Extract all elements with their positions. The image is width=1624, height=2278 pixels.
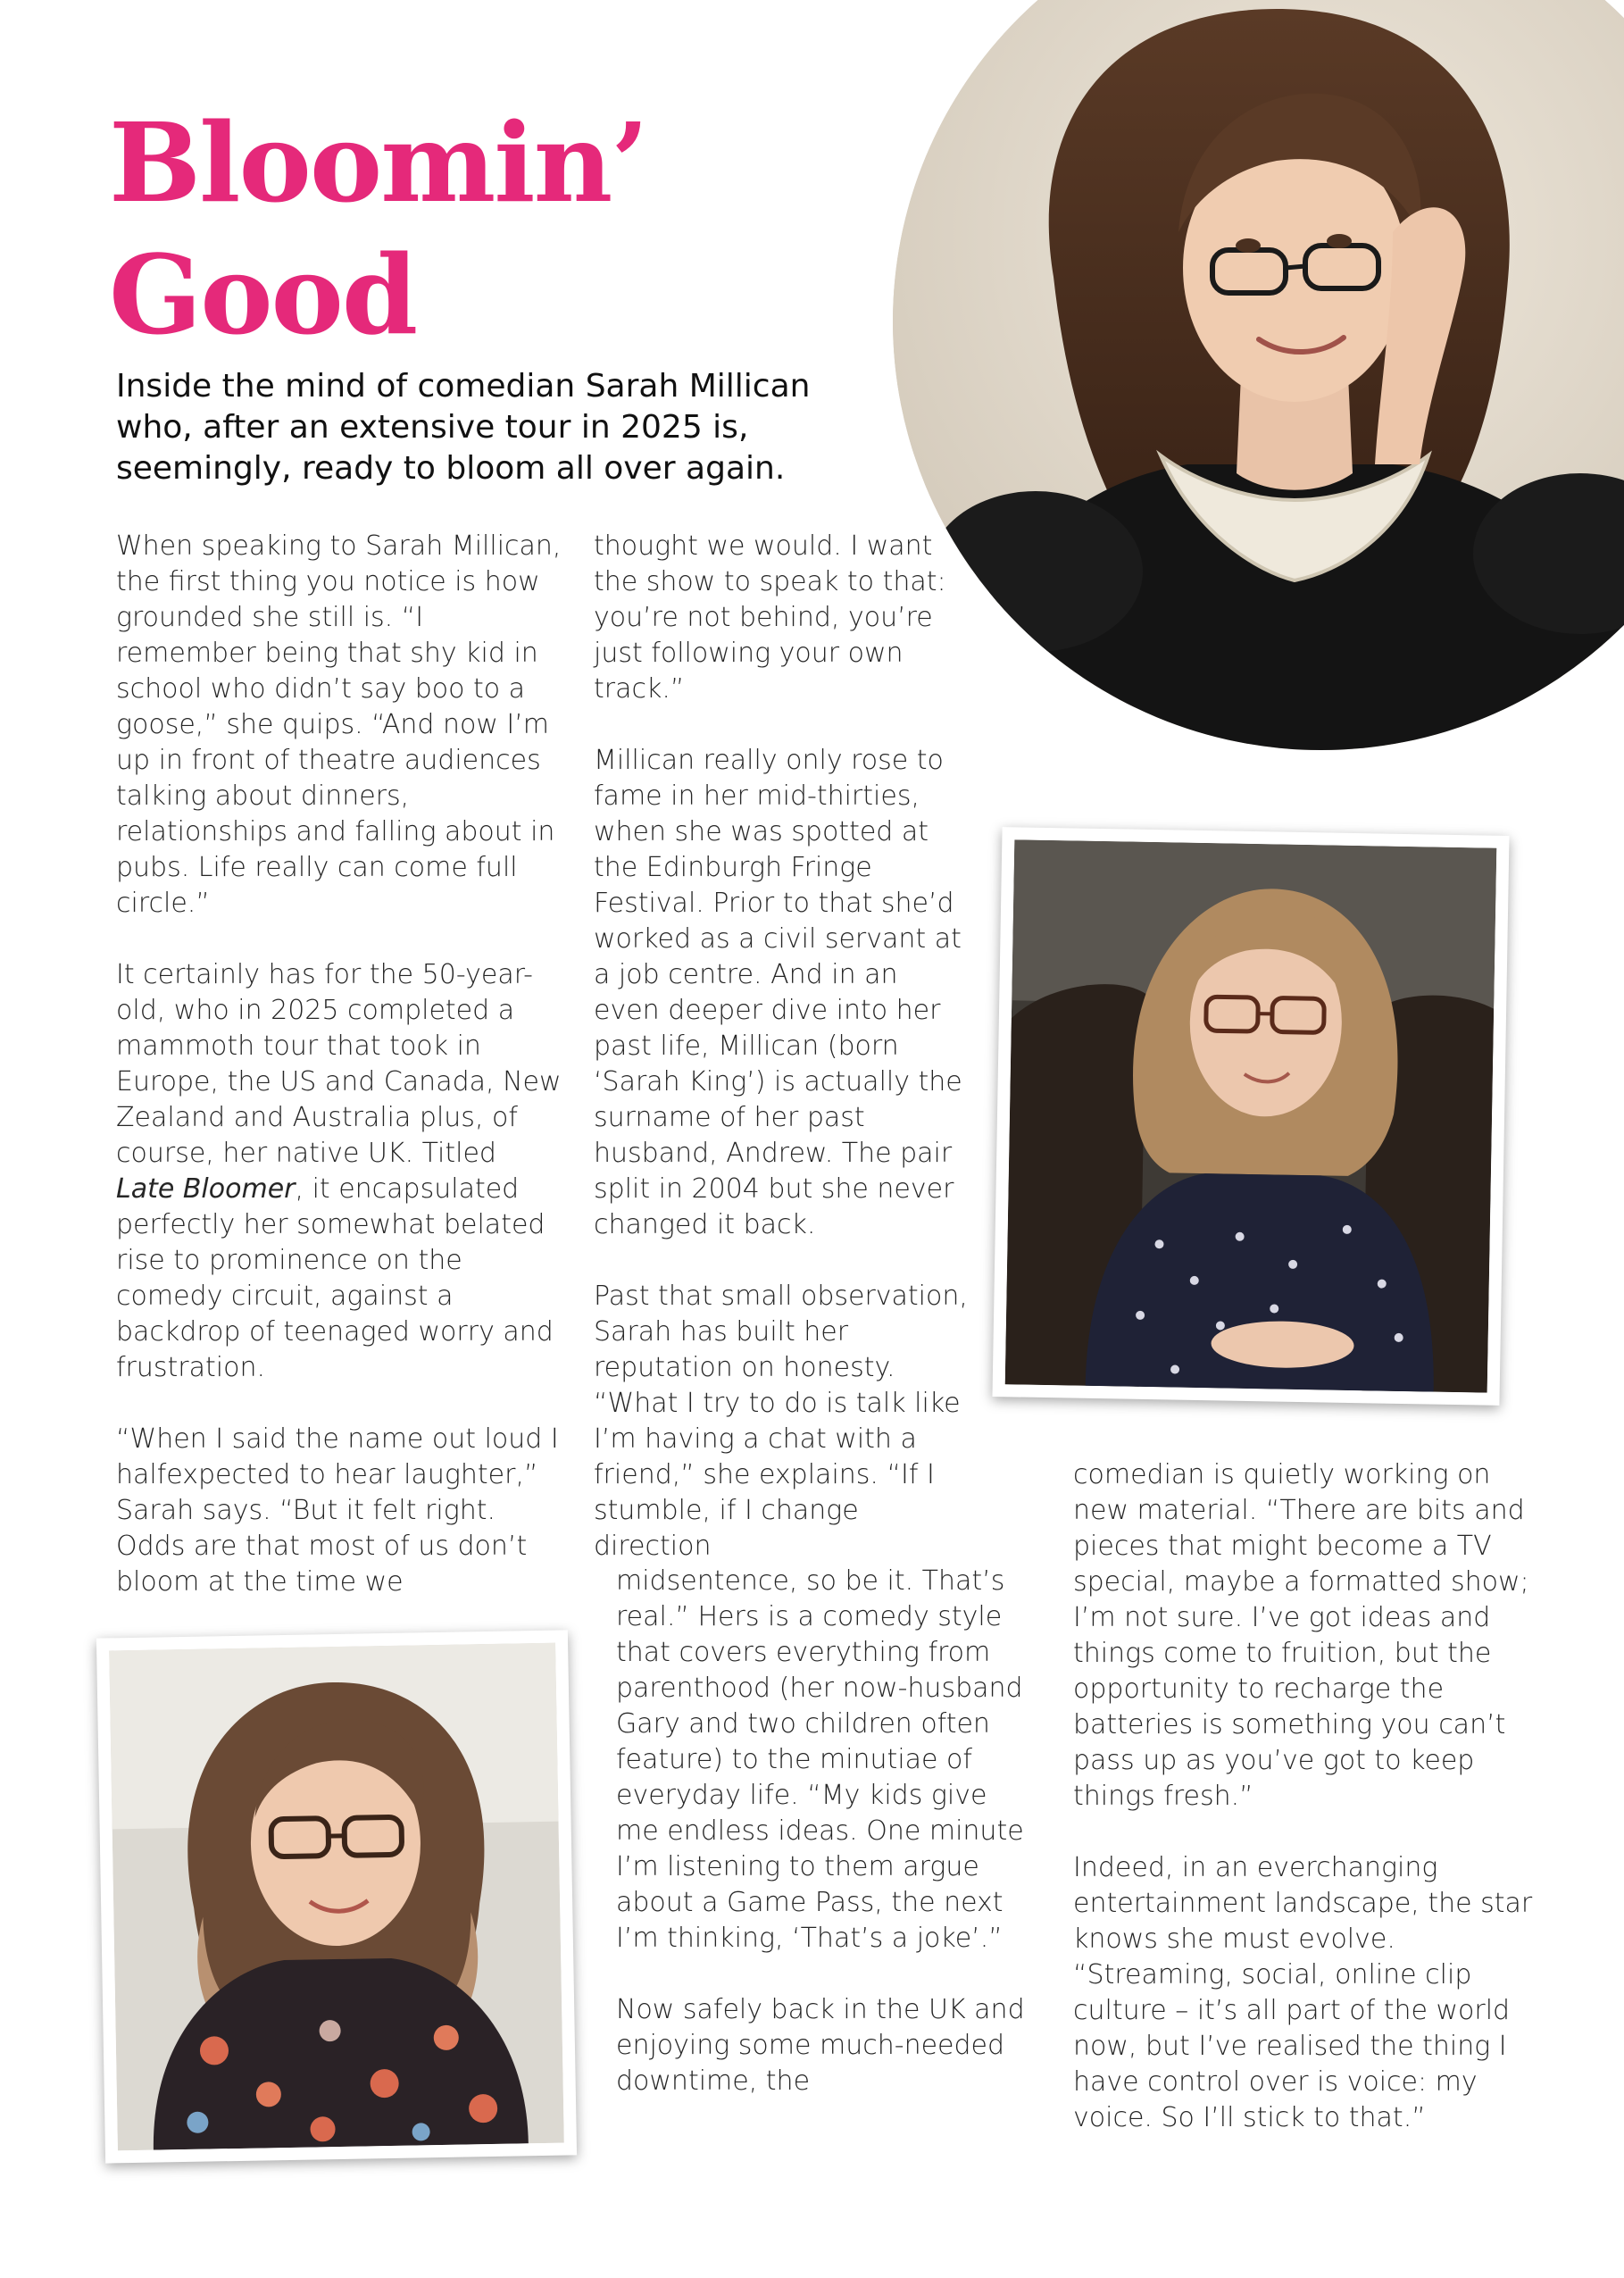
col1-paragraph-3: “When I said the name out loud I halfexpected to hear laughter,” Sarah says. “But it felt right. Odds are that most of us don’t bloom at the time we xyxy=(116,1423,559,1598)
title-line-1: Bloomin’ xyxy=(109,98,647,227)
article-column-2-lower xyxy=(616,1564,1036,2099)
seated-portrait-illustration xyxy=(1005,839,1497,1392)
col3-paragraph-2: Indeed, in an everchanging entertainment landscape, the star knows she must evolve. “Streaming, social, online clip culture – it’s all part of the world now, but I’ve realised the thing I have control over is voice: my voice. So I’ll stick to that.” xyxy=(1073,1852,1533,2133)
col2-paragraph-3-top: Past that small observation, Sarah has built her reputation on honesty. “What I try to do is talk like I’m having a chat with a friend,” she explains. “If I stumble, if I change direction xyxy=(594,1281,968,1562)
standfirst: Inside the mind of comedian Sarah Millican who, after an extensive tour in 2025 is, seemingly, ready to bloom all over again. xyxy=(116,368,811,487)
col2-paragraph-1: thought we would. I want the show to speak to that: you’re not behind, you’re just following your own track.” xyxy=(594,530,946,705)
col1-paragraph-2 xyxy=(116,957,562,1386)
article-column-1 xyxy=(116,529,562,1600)
floral-portrait-illustration xyxy=(109,1643,564,2151)
seated-portrait-photo xyxy=(992,827,1509,1406)
col2-paragraph-4: Now safely back in the UK and enjoying some much-needed downtime, the xyxy=(616,1994,1025,2097)
col1-p2-text-b: , it encapsulated perfectly her somewhat belated rise to prominence on the comedy circuit, against a backdrop of teenaged worry and frustration. xyxy=(116,1173,554,1383)
main-portrait-illustration xyxy=(893,0,1624,750)
col1-p2-text-a: It certainly has for the 50-year-old, who in 2025 completed a mammoth tour that took in Europe, the US and Canada, New Zealand and Australia plus, of course, her native UK. Titled xyxy=(116,959,562,1169)
article-column-2-upper xyxy=(594,529,969,1565)
article-column-3 xyxy=(1073,1457,1537,2136)
title-line-2: Good xyxy=(109,230,417,359)
col2-paragraph-2: Millican really only rose to fame in her mid-thirties, when she was spotted at the Edinburgh Fringe Festival. Prior to that she’d worked as a civil servant at a job centre. And in an even deeper dive into her past life, Millican (born ‘Sarah King’) is actually the surname of her past husband, Andrew. The pair split in 2004 but she never changed it back. xyxy=(594,745,962,1240)
col3-paragraph-1: comedian is quietly working on new material. “There are bits and pieces that might become a TV special, maybe a formatted show; I’m not sure. I’ve got ideas and things come to fruition, but the opportunity to recharge the batteries is something you can’t pass up as you’ve got to keep things fresh.” xyxy=(1073,1459,1529,1812)
article-title xyxy=(109,96,647,361)
col2-paragraph-3-bottom: midsentence, so be it. That’s real.” Hers is a comedy style that covers everything from parenthood (her now-husband Gary and two children often feature) to the minutiae of everyday life. “My kids give me endless ideas. One minute I’m listening to them argue about a Game Pass, the next I’m thinking, ‘That’s a joke’.” xyxy=(616,1565,1024,1954)
main-portrait-photo xyxy=(893,0,1624,750)
show-title-italic: Late Bloomer xyxy=(116,1173,296,1205)
col1-paragraph-1: When speaking to Sarah Millican, the first thing you notice is how grounded she still is. “I remember being that shy kid in school who didn’t say boo to a goose,” she quips. “And now I’m up in front of theatre audiences talking about dinners, relationships and falling about in pubs. Life really can come full circle.” xyxy=(116,530,562,919)
floral-portrait-photo xyxy=(96,1630,577,2163)
